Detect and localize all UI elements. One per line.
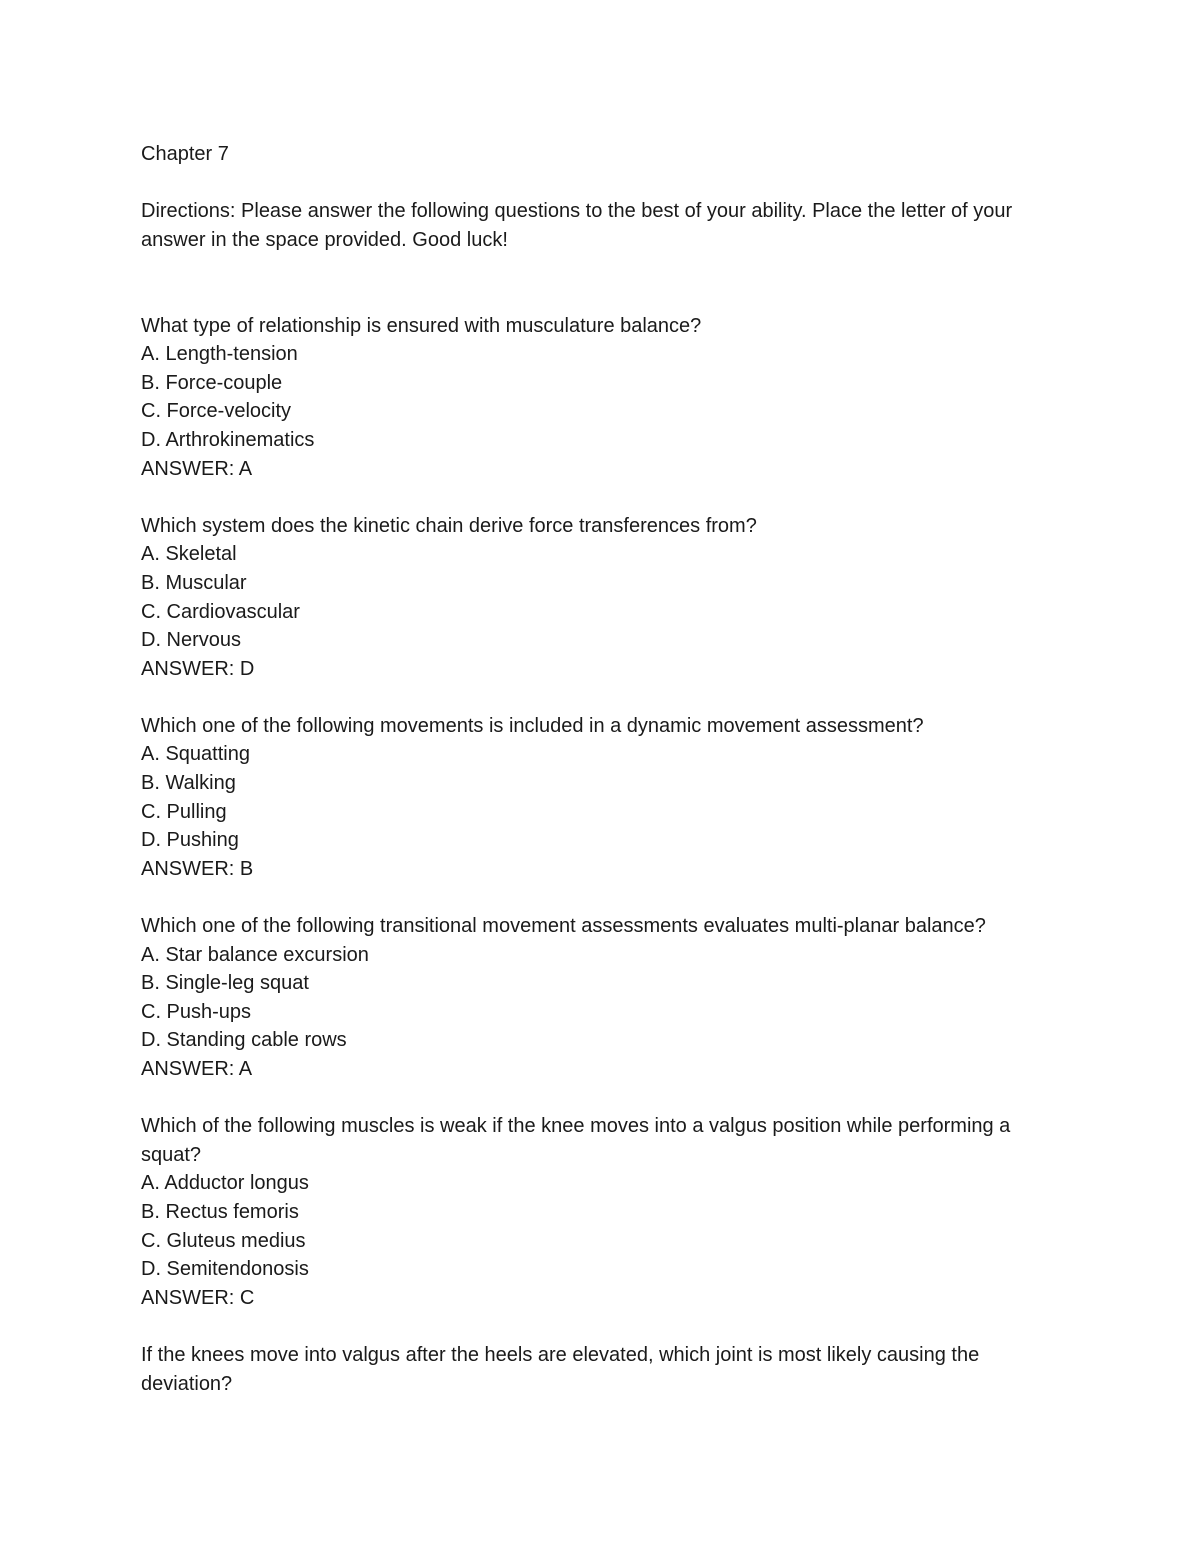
option-b: B. Force-couple xyxy=(141,371,283,394)
option-b: B. Rectus femoris xyxy=(141,1200,299,1223)
question-prompt: If the knees move into valgus after the heels are elevated, which joint is most likely causing the deviation? xyxy=(141,1343,980,1395)
option-b: B. Walking xyxy=(141,772,236,795)
answer-line: ANSWER: C xyxy=(141,1286,255,1309)
option-a: A. Skeletal xyxy=(141,543,237,566)
question-prompt: Which one of the following movements is included in a dynamic movement assessment? xyxy=(141,714,924,737)
answer-line: ANSWER: A xyxy=(141,1058,253,1080)
chapter-title: Chapter 7 xyxy=(141,143,229,165)
question-4 xyxy=(141,912,1071,1084)
option-c: C. Force-velocity xyxy=(141,400,292,423)
option-a: A. Length-tension xyxy=(141,343,298,366)
option-d: D. Pushing xyxy=(141,829,239,852)
option-a: A. Adductor longus xyxy=(141,1172,309,1195)
question-2 xyxy=(141,512,1071,684)
option-a: A. Squatting xyxy=(141,743,250,766)
option-d: D. Standing cable rows xyxy=(141,1029,347,1052)
answer-line: ANSWER: D xyxy=(141,657,255,680)
question-3 xyxy=(141,712,1071,884)
option-d: D. Nervous xyxy=(141,629,242,652)
option-c: C. Pulling xyxy=(141,800,227,823)
option-c: C. Cardiovascular xyxy=(141,600,300,623)
directions-text: Directions: Please answer the following questions to the best of your ability. Place the letter of your answer in the space provided. Good luck! xyxy=(141,200,1013,251)
question-prompt: Which one of the following transitional movement assessments evaluates multi-planar balance? xyxy=(141,915,986,938)
question-prompt: Which system does the kinetic chain derive force transferences from? xyxy=(141,514,757,537)
question-prompt: What type of relationship is ensured with musculature balance? xyxy=(141,314,702,337)
question-prompt: Which of the following muscles is weak if the knee moves into a valgus position while performing a squat? xyxy=(141,1115,1011,1166)
question-5 xyxy=(141,1112,1071,1312)
answer-line: ANSWER: B xyxy=(141,857,254,880)
answer-line: ANSWER: A xyxy=(141,457,253,480)
option-d: D. Semitendonosis xyxy=(141,1258,309,1281)
question-1 xyxy=(141,312,1071,484)
option-a: A. Star balance excursion xyxy=(141,943,369,966)
option-b: B. Muscular xyxy=(141,571,247,594)
question-6 xyxy=(141,1341,1071,1398)
document-page xyxy=(141,140,1071,1398)
option-b: B. Single-leg squat xyxy=(141,972,309,995)
option-c: C. Push-ups xyxy=(141,1000,252,1023)
option-d: D. Arthrokinematics xyxy=(141,428,315,451)
option-c: C. Gluteus medius xyxy=(141,1229,306,1252)
